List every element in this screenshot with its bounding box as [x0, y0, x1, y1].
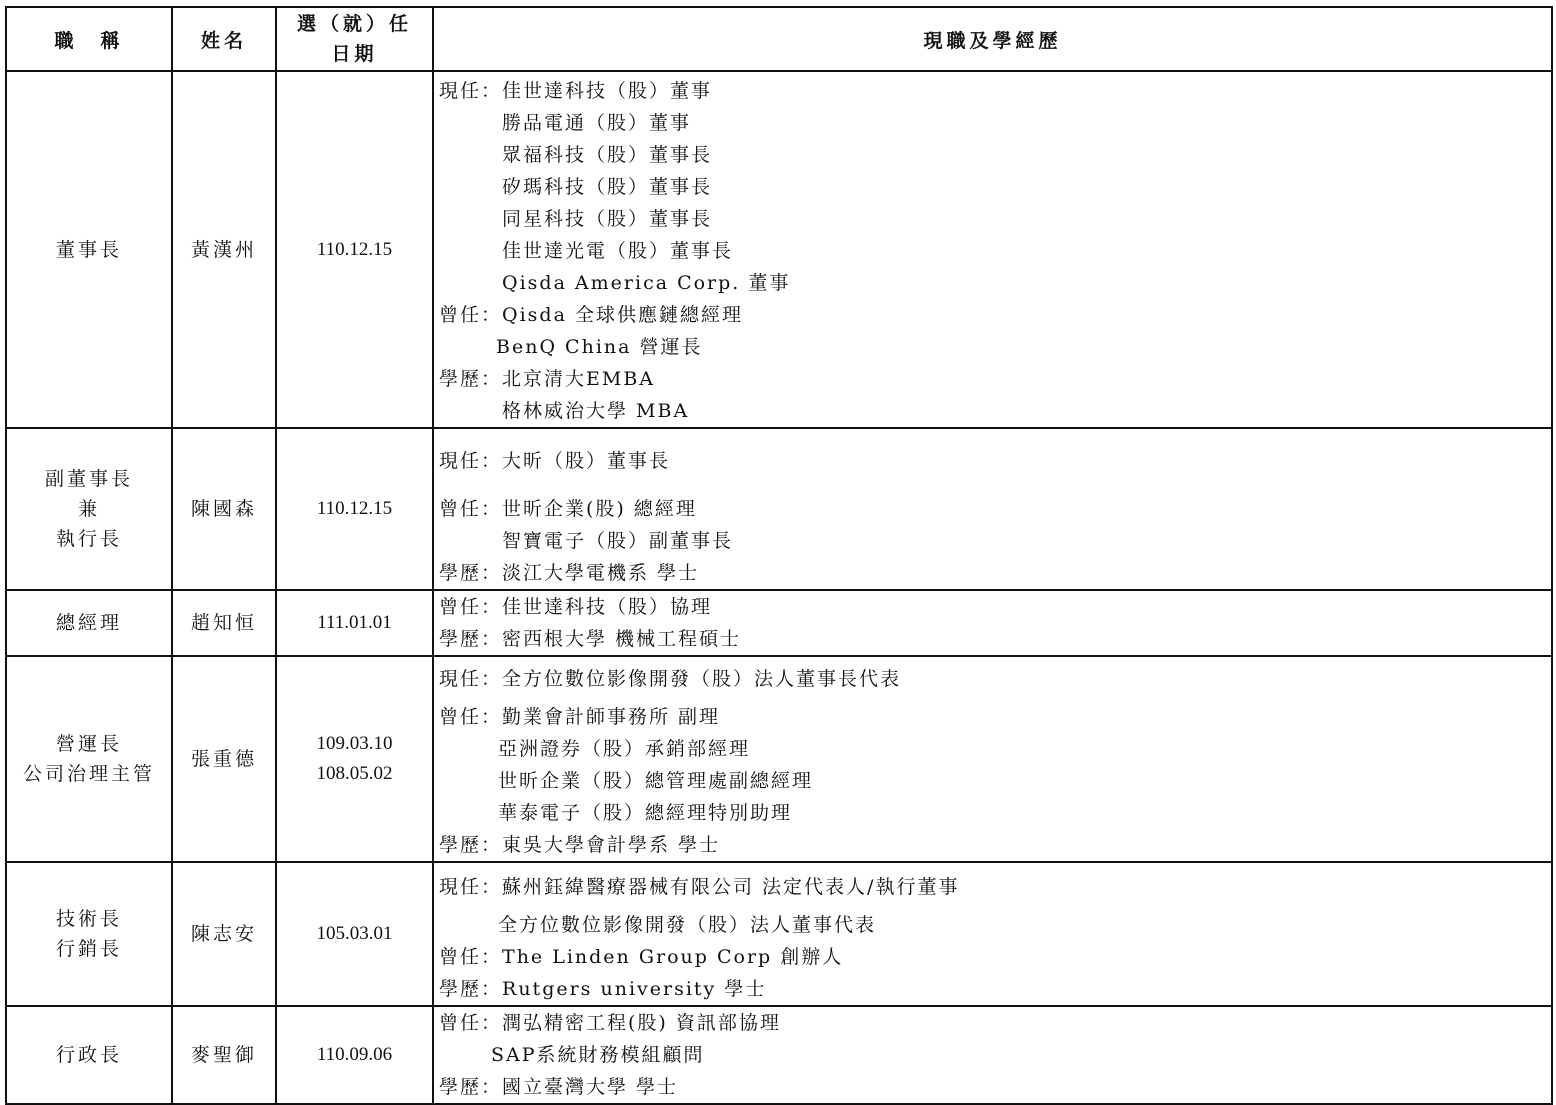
header-detail: 現職及學經歷	[433, 7, 1552, 71]
title-cell	[6, 656, 172, 862]
detail-cell	[433, 428, 1552, 590]
detail-text: 密西根大學 機械工程碩士	[502, 628, 742, 650]
table-row	[6, 428, 1552, 590]
header-date	[276, 7, 433, 71]
name-cell: 陳國森	[172, 428, 276, 590]
detail-text: 同星科技（股）董事長	[502, 208, 713, 230]
title-line: 行政長	[55, 1044, 122, 1066]
title-line: 副董事長	[44, 468, 133, 490]
detail-label: 曾任：	[439, 498, 503, 520]
detail-text: 蘇州鈺緯醫療器械有限公司 法定代表人/執行董事	[502, 876, 960, 898]
detail-label: 現任：	[439, 876, 503, 898]
title-cell	[6, 71, 172, 428]
detail-text: 大昕（股）董事長	[502, 450, 671, 472]
date-line: 110.09.06	[316, 1044, 393, 1065]
date-line: 105.03.01	[316, 923, 393, 944]
detail-text: 眾福科技（股）董事長	[502, 144, 713, 166]
name-cell: 張重德	[172, 656, 276, 862]
name-cell: 麥聖御	[172, 1006, 276, 1104]
title-cell	[6, 1006, 172, 1104]
detail-text: 華泰電子（股）總經理特別助理	[498, 802, 793, 824]
date-cell	[276, 862, 433, 1006]
date-line: 111.01.01	[317, 612, 392, 633]
detail-text: 國立臺灣大學 學士	[502, 1076, 679, 1098]
detail-label: 曾任：	[439, 1012, 503, 1034]
detail-text: 佳世達科技（股）協理	[502, 596, 713, 618]
name-cell: 黃漢州	[172, 71, 276, 428]
detail-text: 北京清大EMBA	[502, 368, 656, 390]
header-date-line2: 日期	[331, 43, 378, 65]
date-cell	[276, 656, 433, 862]
detail-text: Qisda 全球供應鏈總經理	[502, 304, 743, 326]
name-cell: 陳志安	[172, 862, 276, 1006]
header-row	[6, 7, 1552, 71]
detail-label: 曾任：	[439, 946, 503, 968]
detail-text: 東吳大學會計學系 學士	[502, 834, 721, 856]
detail-text: 世昕企業(股) 總經理	[502, 498, 697, 520]
detail-cell	[433, 1006, 1552, 1104]
detail-text: 勤業會計師事務所 副理	[502, 706, 721, 728]
detail-label: 學歷：	[439, 834, 503, 856]
table-row	[6, 656, 1552, 862]
date-cell	[276, 428, 433, 590]
detail-text: Qisda America Corp. 董事	[502, 272, 791, 294]
date-line: 108.05.02	[316, 763, 393, 784]
title-line: 營運長	[55, 733, 122, 755]
date-line: 110.12.15	[316, 498, 393, 519]
detail-text: 潤弘精密工程(股) 資訊部協理	[502, 1012, 781, 1034]
detail-text: SAP系統財務模組顧問	[491, 1044, 705, 1066]
detail-text: The Linden Group Corp 創辦人	[502, 946, 844, 968]
detail-text: BenQ China 營運長	[496, 336, 703, 358]
detail-cell	[433, 656, 1552, 862]
title-line: 總經理	[55, 612, 122, 634]
header-name: 姓名	[172, 7, 276, 71]
title-line: 董事長	[55, 238, 122, 261]
detail-label: 學歷：	[439, 368, 503, 390]
detail-text: 智寶電子（股）副董事長	[502, 530, 734, 552]
detail-text: 亞洲證券（股）承銷部經理	[498, 738, 751, 760]
table-row	[6, 1006, 1552, 1104]
title-line: 技術長	[55, 908, 122, 930]
table-row	[6, 71, 1552, 428]
detail-label: 曾任：	[439, 304, 503, 326]
header-date-line1: 選（就）任	[296, 13, 412, 35]
detail-label: 學歷：	[439, 1076, 503, 1098]
detail-text: 勝品電通（股）董事	[502, 112, 692, 134]
date-line: 110.12.15	[316, 238, 393, 260]
detail-text: 佳世達科技（股）董事	[502, 80, 713, 102]
detail-label: 學歷：	[439, 562, 503, 584]
date-cell	[276, 1006, 433, 1104]
title-line: 行銷長	[55, 938, 122, 960]
detail-cell	[433, 71, 1552, 428]
detail-text: 格林威治大學 MBA	[502, 400, 690, 422]
title-cell	[6, 862, 172, 1006]
management-table	[5, 6, 1553, 1105]
detail-cell	[433, 590, 1552, 656]
title-line: 兼	[77, 498, 100, 520]
title-cell	[6, 428, 172, 590]
detail-cell	[433, 862, 1552, 1006]
name-cell: 趙知恒	[172, 590, 276, 656]
detail-text: 佳世達光電（股）董事長	[502, 240, 734, 262]
detail-text: 淡江大學電機系 學士	[502, 562, 700, 584]
detail-label: 學歷：	[439, 628, 503, 650]
title-line: 公司治理主管	[22, 763, 155, 785]
detail-text: Rutgers university 學士	[502, 978, 767, 1000]
title-line: 執行長	[55, 528, 122, 550]
detail-text: 矽瑪科技（股）董事長	[502, 176, 713, 198]
detail-label: 曾任：	[439, 706, 503, 728]
date-line: 109.03.10	[316, 733, 393, 754]
date-cell	[276, 71, 433, 428]
detail-label: 現任：	[439, 80, 503, 102]
detail-text: 全方位數位影像開發（股）法人董事代表	[498, 914, 877, 936]
header-title: 職 稱	[6, 7, 172, 71]
title-cell	[6, 590, 172, 656]
detail-label: 學歷：	[439, 978, 503, 1000]
date-cell	[276, 590, 433, 656]
detail-label: 曾任：	[439, 596, 503, 618]
table-row	[6, 590, 1552, 656]
table-row	[6, 862, 1552, 1006]
detail-text: 世昕企業（股）總管理處副總經理	[498, 770, 814, 792]
detail-text: 全方位數位影像開發（股）法人董事長代表	[502, 668, 902, 690]
detail-label: 現任：	[439, 450, 503, 472]
detail-label: 現任：	[439, 668, 503, 690]
